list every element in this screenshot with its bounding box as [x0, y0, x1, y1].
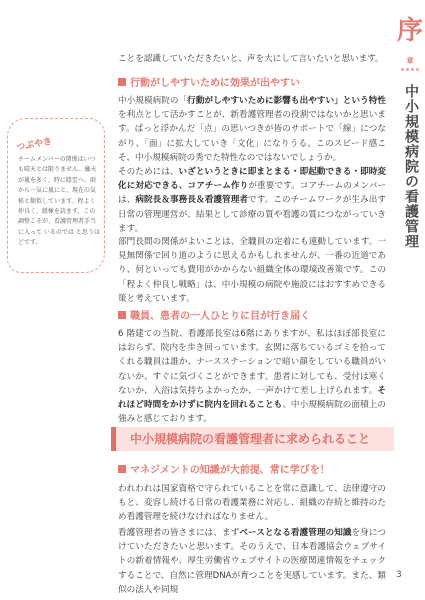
page-number: 3 [396, 570, 402, 580]
heading-square-icon [118, 78, 126, 86]
heading-square-icon [118, 311, 126, 319]
section-heading: 中小規模病院の看護管理者に求められること [111, 427, 394, 451]
paragraph-top: ことを認識していただきたいと、声を大にして言いたいと思います。 [118, 54, 384, 64]
paragraph-a3: 部門長間の関係がよいことは、全職員の定着にも連動しています。一見無関係で回り道のように思えるかもしれませんが、一番の近道であり、何といっても費用がかからない組織全体の環境改善策です。この「程よく仲良し戦略」は、中小規模の病院や施設にはおすすめできる策と考えています。 [118, 237, 386, 304]
tsubuyaki-title: つぶやき [15, 136, 53, 154]
paragraph-c2: 看護管理者の皆さまには、まずベースとなる看護管理の知識を身につけていただきたいと思います。そのうえで、日本看護協会ウェブサイトの新着情報や、厚生労働省ウェブサイトの医療関連情報をチェックすることで、自然に管理DNAが育つことを実感しています。また、類似の法人や同規 [118, 528, 386, 595]
paragraph-b1: 6 階建ての当院、看護部長室は6階にありますが、私はほぼ部長室にはおらず、院内を歩き回っています。玄関に落ちているゴミを拾ってくれる職員は誰か、ナースステーションで暗い顔をしている職員がいないか、すぐに気づくことができます。患者に対しても、受付は寒くないか、入浴は気持ちよかったか、一声かけて差し上げられます。それほど時間をかけずに院内を回れることも、中小規模病院の面積上の強みと感じております。 [118, 329, 386, 425]
chapter-title: 序 [396, 16, 423, 46]
chapter-vertical-title: 中小規模病院の看護管理 [403, 84, 419, 249]
paragraph-c1: われわれは国家資格で守られていることを常に意識して、法律遵守のもと、変容し続ける日常の看護業務に対応し、組織の存続と維持のため看護管理を続けなければなりません。 [118, 484, 386, 523]
heading-management: マネジメントの知識が大前提、常に学びを！ [118, 461, 386, 476]
side-tab [395, 0, 425, 600]
heading-square-icon [118, 465, 126, 473]
heading-staff: 職員、患者の一人ひとりに目が行き届く [118, 307, 386, 322]
paragraph-a1: 中小規模病院の「行動がしやすいために影響も出やすい」という特性を利点として活かすことが、新看護管理者の役割ではないかと思います。ぱっと浮かんだ「点」の思いつきが皆のサポートで「線」につながり、「面」に拡大していき「文化」になりうる。このスピード感こそ、中小規模病院の秀でた特性なのではないでしょうか。 [118, 96, 386, 163]
chapter-label: 章 [406, 57, 414, 65]
decor-dots [400, 68, 420, 71]
tsubuyaki-body: チームメンバーの関係はいつも晴天とは限りません。曇天が嵐を多く、時に陰雲へ、雨から一気に嵐にと、現在の気候と類似しています。程よく仲良く、緩極を読ます、この調整こそが、看護管理者手当に入って いるのでは と思うほどです。 [18, 156, 100, 247]
paragraph-a2: そのためには、いざというときに即まとまる・即起動できる・即時変化に対応できる、コアチーム作りが重要です。コアチームのメンバーは、病院長＆事務長＆看護管理者です。このチームワークが生み出す日常の管理運営が、結果として診療の質や看護の質につながっていきます。 [118, 167, 386, 234]
heading-action: 行動がしやすいために効果が出やすい [118, 74, 386, 89]
tsubuyaki-box [7, 118, 105, 273]
